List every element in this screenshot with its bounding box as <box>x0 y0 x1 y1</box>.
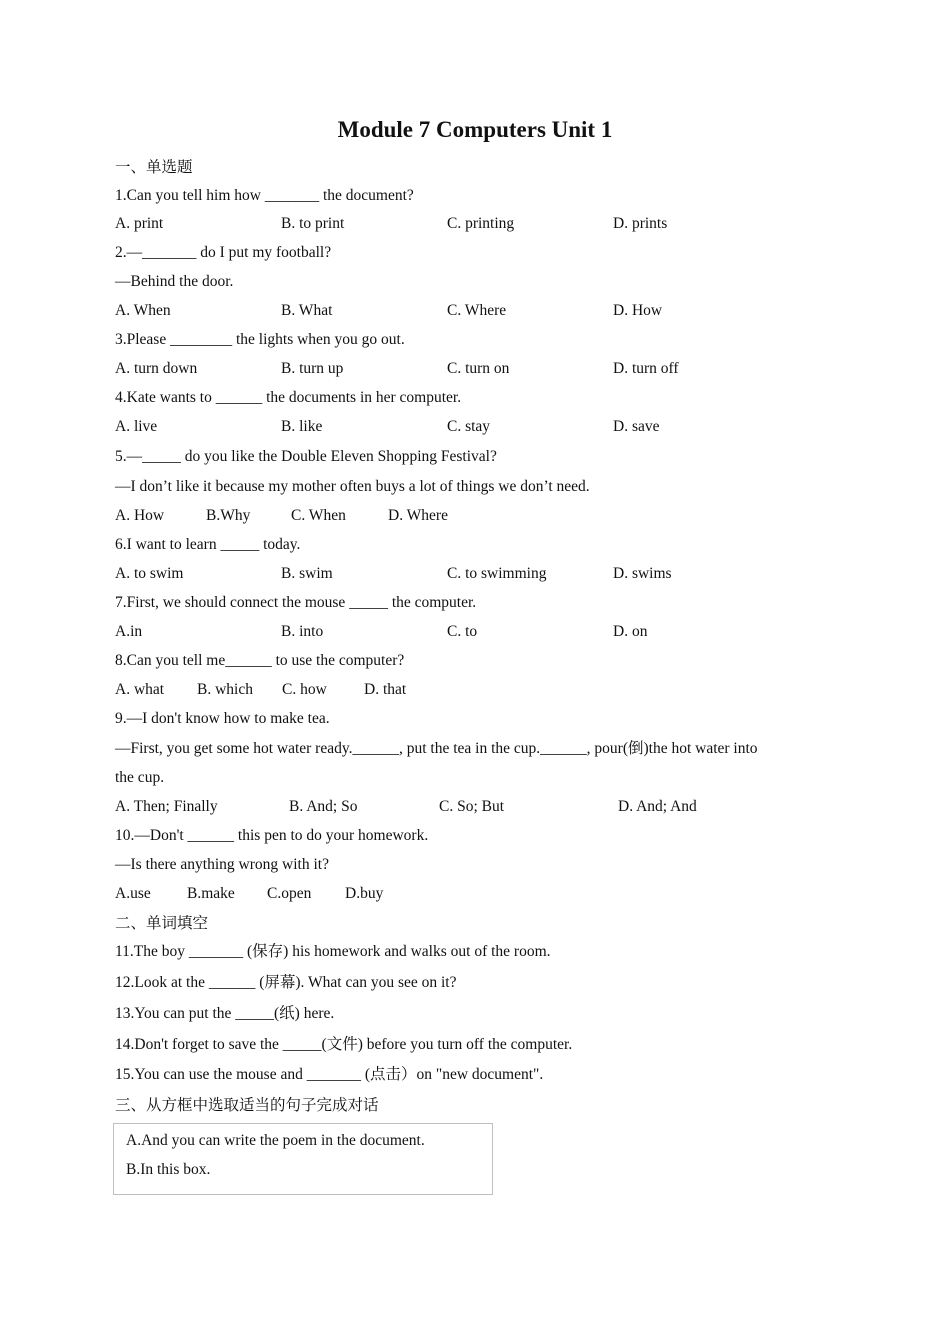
question-7-option-d: D. on <box>613 623 648 640</box>
question-2-stem: 2.—_______ do I put my football? <box>115 244 332 261</box>
question-9-reply-line-2: the cup. <box>115 769 165 786</box>
question-10-option-d: D.buy <box>345 885 384 902</box>
question-4-option-d: D. save <box>613 418 660 435</box>
question-10-option-c: C.open <box>267 885 312 902</box>
question-5-option-b: B.Why <box>206 507 251 524</box>
question-7-option-a: A.in <box>115 623 143 640</box>
question-6-option-a: A. to swim <box>115 565 184 582</box>
question-8-stem: 8.Can you tell me______ to use the computer? <box>115 652 405 669</box>
question-8-option-b: B. which <box>197 681 253 698</box>
question-2-option-a: A. When <box>115 302 171 319</box>
question-7-option-b: B. into <box>281 623 324 640</box>
question-10-option-b: B.make <box>187 885 235 902</box>
question-2-option-d: D. How <box>613 302 663 319</box>
question-9-option-b: B. And; So <box>289 798 358 815</box>
question-4-stem: 4.Kate wants to ______ the documents in her computer. <box>115 389 462 406</box>
sentence-choice-box <box>113 1123 493 1195</box>
question-1-option-b: B. to print <box>281 215 345 232</box>
question-2-option-b: B. What <box>281 302 333 319</box>
section-heading-word-fill: 二、单词填空 <box>115 914 209 932</box>
question-6-option-c: C. to swimming <box>447 565 547 582</box>
question-9-reply-line-1: —First, you get some hot water ready.______, put the tea in the cup.______, pour(倒)the hot water into <box>115 740 758 757</box>
section-heading-single-choice: 一、单选题 <box>115 158 193 176</box>
question-3-option-c: C. turn on <box>447 360 510 377</box>
question-13: 13.You can put the _____(纸) here. <box>115 1005 335 1022</box>
question-11: 11.The boy _______ (保存) his homework and walks out of the room. <box>115 943 551 960</box>
question-1-option-a: A. print <box>115 215 164 232</box>
question-7-stem: 7.First, we should connect the mouse _____ the computer. <box>115 594 477 611</box>
question-4-option-b: B. like <box>281 418 323 435</box>
box-sentence-a: A.And you can write the poem in the document. <box>126 1132 425 1149</box>
question-15: 15.You can use the mouse and _______ (点击）on "new document". <box>115 1066 544 1083</box>
question-10-reply: —Is there anything wrong with it? <box>115 856 329 873</box>
question-1-option-c: C. printing <box>447 215 515 232</box>
question-9-stem: 9.—I don't know how to make tea. <box>115 710 330 727</box>
question-10-option-a: A.use <box>115 885 151 902</box>
question-3-option-b: B. turn up <box>281 360 344 377</box>
question-5-stem: 5.—_____ do you like the Double Eleven Shopping Festival? <box>115 448 497 465</box>
question-12: 12.Look at the ______ (屏幕). What can you see on it? <box>115 974 457 991</box>
question-14: 14.Don't forget to save the _____(文件) before you turn off the computer. <box>115 1036 573 1053</box>
question-3-option-d: D. turn off <box>613 360 679 377</box>
page-title: Module 7 Computers Unit 1 <box>337 117 613 142</box>
question-6-option-b: B. swim <box>281 565 333 582</box>
question-5-option-a: A. How <box>115 507 165 524</box>
question-9-option-a: A. Then; Finally <box>115 798 218 815</box>
section-heading-dialogue: 三、从方框中选取适当的句子完成对话 <box>115 1096 379 1114</box>
question-3-option-a: A. turn down <box>115 360 198 377</box>
question-9-option-c: C. So; But <box>439 798 505 815</box>
question-4-option-c: C. stay <box>447 418 491 435</box>
question-10-stem: 10.—Don't ______ this pen to do your homework. <box>115 827 429 844</box>
question-9-option-d: D. And; And <box>618 798 697 815</box>
question-1-stem: 1.Can you tell him how _______ the document? <box>115 187 414 204</box>
question-8-option-a: A. what <box>115 681 165 698</box>
question-1-option-d: D. prints <box>613 215 668 232</box>
question-4-option-a: A. live <box>115 418 158 435</box>
box-sentence-b: B.In this box. <box>126 1161 211 1178</box>
question-3-stem: 3.Please ________ the lights when you go out. <box>115 331 405 348</box>
question-6-stem: 6.I want to learn _____ today. <box>115 536 301 553</box>
question-5-reply: —I don’t like it because my mother often buys a lot of things we don’t need. <box>115 478 590 495</box>
question-8-option-c: C. how <box>282 681 327 698</box>
question-2-reply: —Behind the door. <box>115 273 234 290</box>
question-7-option-c: C. to <box>447 623 478 640</box>
question-6-option-d: D. swims <box>613 565 672 582</box>
question-5-option-d: D. Where <box>388 507 448 524</box>
question-5-option-c: C. When <box>291 507 346 524</box>
question-2-option-c: C. Where <box>447 302 507 319</box>
question-8-option-d: D. that <box>364 681 407 698</box>
